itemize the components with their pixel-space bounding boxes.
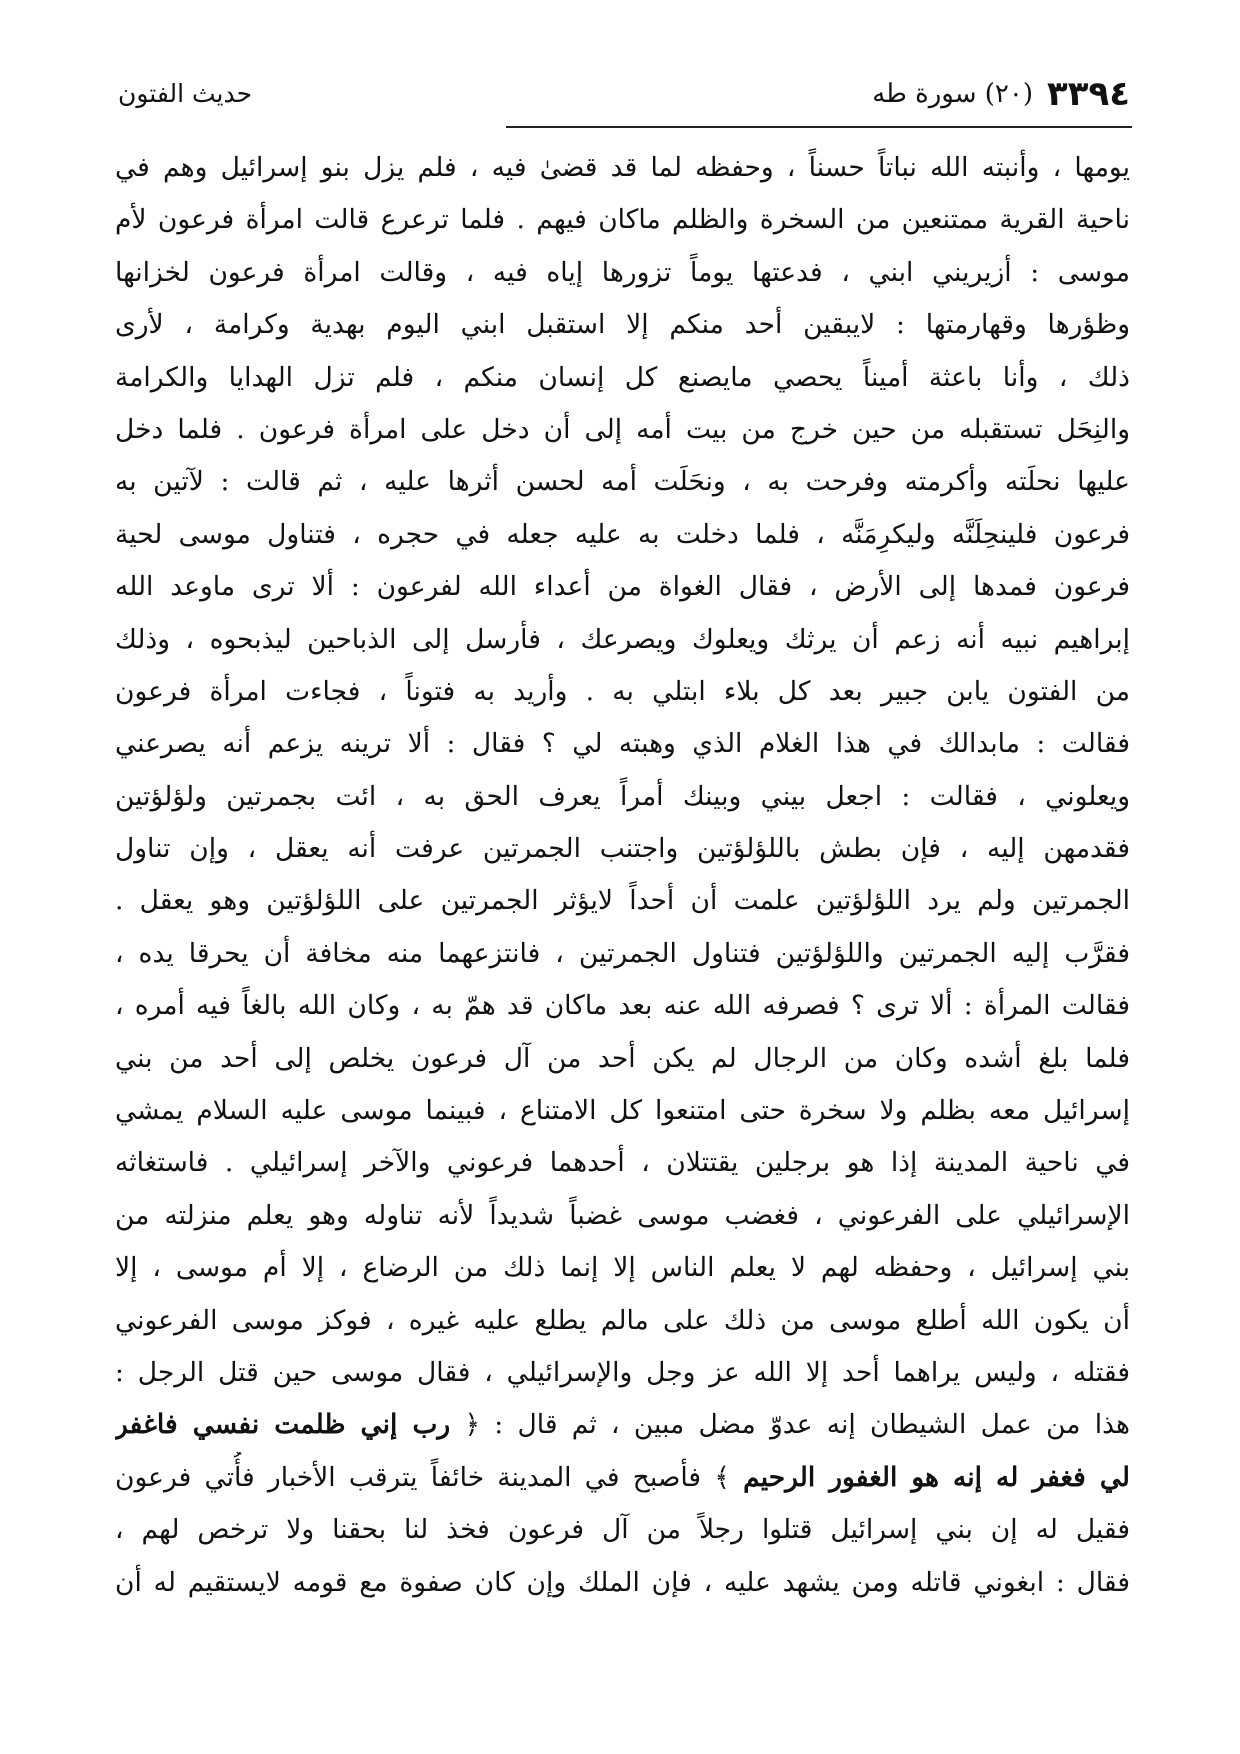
text-line-quran-end xyxy=(115,1452,1130,1504)
running-header xyxy=(118,68,1130,114)
header-page-info xyxy=(872,74,1130,114)
text-line: الجمرتين ولم يرد اللؤلؤتين علمت أن أحداً لايؤثر الجمرتين على اللؤلؤتين وهو يعقل . xyxy=(115,885,1130,917)
text-line: فرعون فلينحِلَنَّه وليكرِمَنَّه ، فلما دخلت به عليه جعله في حجره ، فتناول موسى لحية xyxy=(115,518,1130,550)
text-line: فقالت : مابدالك في هذا الغلام الذي وهبته لي ؟ فقال : ألا ترينه يزعم أنه يصرعني xyxy=(115,728,1130,760)
chapter-title: حديث الفتون xyxy=(118,79,253,108)
surah-label: (٢٠) سورة طه xyxy=(872,79,1033,109)
text-line: فقتله ، وليس يراهما أحد إلا الله عز وجل والإسرائيلي ، فقال موسى حين قتل الرجل : xyxy=(115,1356,1130,1388)
text-line: عليها نحلَته وأكرمته وفرحت به ، ونحَلَت أمه لحسن أثرها عليه ، ثم قالت : لآتين به xyxy=(115,466,1130,498)
quran-bracket-close: ﴾ xyxy=(714,1461,730,1493)
quran-verse-part-2: لي فغفر له إنه هو الغفور الرحيم xyxy=(743,1461,1130,1493)
text-line: فقرَّب إليه الجمرتين واللؤلؤتين فتناول الجمرتين ، فانتزعهما منه مخافة أن يحرقا يده ، xyxy=(115,937,1130,969)
text-line: في ناحية المدينة إذا هو برجلين يقتتلان ، أحدهما فرعوني والآخر إسرائيلي . فاستغاثه xyxy=(115,1147,1130,1179)
text-line: فقدمهن إليه ، فإن بطش باللؤلؤتين واجتنب الجمرتين عرفت أنه يعقل ، وإن تناول xyxy=(115,833,1130,865)
text-line: إسرائيل معه بظلم ولا سخرة حتى امتنعوا كل الامتناع ، فبينما موسى عليه السلام يمشي xyxy=(115,1095,1130,1127)
text-line: أن يكون الله أطلع موسى من ذلك على مالم يطلع عليه غيره ، فوكز موسى الفرعوني xyxy=(115,1304,1130,1336)
text-line: فقال : ابغوني قاتله ومن يشهد عليه ، فإن الملك وإن كان صفوة مع قومه لايستقيم له أن xyxy=(115,1566,1130,1598)
text-line-segment: هذا من عمل الشيطان إنه عدوّ مضل مبين ، ثم قال : xyxy=(494,1409,1130,1441)
page-number: ٣٣٩٤ xyxy=(1046,74,1130,114)
text-line: ناحية القرية ممتنعين من السخرة والظلم ماكان فيهم . فلما ترعرع قالت امرأة فرعون لأم xyxy=(115,204,1130,236)
text-line: موسى : أزيريني ابني ، فدعتها يوماً تزورها إياه فيه ، وقالت امرأة فرعون لخزانها xyxy=(115,256,1130,288)
text-line: فقالت المرأة : ألا ترى ؟ فصرفه الله عنه بعد ماكان قد همّ به ، وكان الله بالغاً فيه أمره ، xyxy=(115,990,1130,1022)
text-line: فلما بلغ أشده وكان من الرجال لم يكن أحد من آل فرعون يخلص إلى أحد من بني xyxy=(115,1042,1130,1074)
text-line: بني إسرائيل ، وحفظه لهم لا يعلم الناس إلا إنما ذلك من الرضاع ، إلا أم موسى ، إلا xyxy=(115,1252,1130,1284)
text-line: إبراهيم نبيه أنه زعم أن يرثك ويعلوك ويصرعك ، فأرسل إلى الذباحين ليذبحوه ، وذلك xyxy=(115,623,1130,655)
text-line: يومها ، وأنبته الله نباتاً حسناً ، وحفظه لما قد قضىٰ فيه ، فلم يزل بنو إسرائيل وهم في xyxy=(115,152,1130,183)
text-line: والنِحَل تستقبله من حين خرج من بيت أمه إلى أن دخل على امرأة فرعون . فلما دخل xyxy=(115,413,1130,445)
text-line: ويعلوني ، فقالت : اجعل بيني وبينك أمراً يعرف الحق به ، ائت بجمرتين ولؤلؤتين xyxy=(115,780,1130,812)
text-line: من الفتون يابن جبير بعد كل بلاء ابتلي به . وأريد به فتوناً ، فجاءت امرأة فرعون xyxy=(115,675,1130,707)
body-text xyxy=(115,142,1130,1609)
text-line: فقيل له إن بني إسرائيل قتلوا رجلاً من آل فرعون فخذ لنا بحقنا ولا ترخص لهم ، xyxy=(115,1514,1130,1546)
text-line: فرعون فمدها إلى الأرض ، فقال الغواة من أعداء الله لفرعون : ألا ترى ماوعد الله xyxy=(115,571,1130,603)
quran-verse-part-1: رب إني ظلمت نفسي فاغفر xyxy=(115,1409,451,1441)
text-line: وظؤرها وقهارمتها : لايبقين أحد منكم إلا استقبل ابني اليوم بهدية وكرامة ، لأرى xyxy=(115,309,1130,341)
text-line-segment: فأصبح في المدينة خائفاً يترقب الأخبار فأُتي فرعون xyxy=(115,1461,702,1493)
header-divider xyxy=(506,126,1132,128)
text-line: الإسرائيلي على الفرعوني ، فغضب موسى غضباً شديداً لأنه تناوله وهو يعلم منزلته من xyxy=(115,1199,1130,1231)
text-line: ذلك ، وأنا باعثة أميناً يحصي مايصنع كل إنسان منكم ، فلم تزل الهدايا والكرامة xyxy=(115,361,1130,393)
quran-bracket-open: ﴿ xyxy=(464,1409,481,1441)
text-line-quran-start xyxy=(115,1399,1130,1451)
